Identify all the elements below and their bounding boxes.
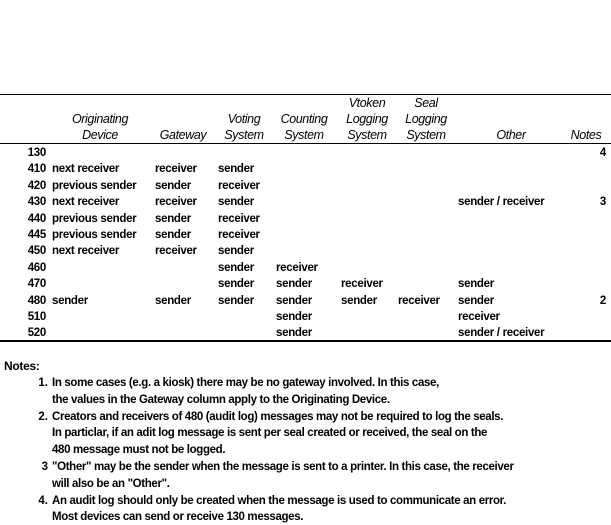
header-bottom-rule <box>0 143 611 144</box>
header-line: Seal <box>414 96 438 110</box>
table-row <box>0 211 611 227</box>
counting-system-cell: sender <box>276 294 312 307</box>
header-line: Originating <box>71 112 129 126</box>
originating-device-cell: previous sender <box>52 179 137 192</box>
gateway-cell: sender <box>155 179 191 192</box>
note-ref-cell: 4 <box>599 147 606 159</box>
header-other <box>480 127 542 143</box>
table-row <box>0 243 611 259</box>
other-cell: sender / receiver <box>458 327 545 340</box>
header-seal-logging-system <box>398 95 454 143</box>
originating-device-cell: next receiver <box>52 196 120 209</box>
message-number: 445 <box>27 229 46 241</box>
other-cell: sender <box>458 294 494 307</box>
note-line: Most devices can send or receive 130 messages. <box>52 511 304 524</box>
other-cell: sender / receiver <box>458 196 545 209</box>
table-row <box>0 194 611 210</box>
table-row <box>0 227 611 243</box>
message-number: 130 <box>27 147 46 159</box>
note-line: An audit log should only be created when the message is used to communicate an error. <box>52 494 506 507</box>
message-number: 520 <box>27 327 46 340</box>
table-row <box>0 260 611 276</box>
gateway-cell: sender <box>155 294 191 307</box>
header-line: System <box>406 128 446 142</box>
message-number: 510 <box>27 311 46 323</box>
note-marker: 3 <box>41 461 48 473</box>
gateway-cell: receiver <box>155 196 197 209</box>
voting-system-cell: receiver <box>218 179 260 192</box>
note-line: will also be an "Other". <box>52 477 170 490</box>
header-line: Device <box>82 128 118 142</box>
originating-device-cell: previous sender <box>52 212 137 225</box>
notes-title: Notes: <box>4 359 40 373</box>
note-line: In particlar, if an adit log message is sent per seal created or received, the seal on the <box>52 427 488 440</box>
header-line: Counting <box>280 112 328 126</box>
voting-system-cell: sender <box>218 245 254 258</box>
note-marker: 2. <box>38 410 48 423</box>
message-number: 410 <box>27 163 46 176</box>
note-marker: 4. <box>38 494 48 507</box>
originating-device-cell: previous sender <box>52 229 137 241</box>
note-ref-cell: 2 <box>599 294 606 307</box>
voting-system-cell: sender <box>218 294 254 307</box>
header-line: Logging <box>346 112 388 126</box>
table-row <box>0 325 611 341</box>
counting-system-cell: sender <box>276 278 312 291</box>
vtoken-logging-cell: sender <box>341 294 377 307</box>
note-ref-cell: 3 <box>599 196 606 209</box>
header-line: Other <box>496 128 526 142</box>
header-line: Logging <box>405 112 447 126</box>
note-marker: 1. <box>38 377 48 389</box>
header-line: System <box>347 128 387 142</box>
message-number: 430 <box>27 196 46 209</box>
message-number: 420 <box>27 179 46 192</box>
header-gateway <box>154 127 212 143</box>
note-line: 480 message must not be logged. <box>52 444 226 457</box>
voting-system-cell: sender <box>218 278 254 291</box>
seal-logging-cell: receiver <box>398 294 440 307</box>
table-row <box>0 276 611 292</box>
counting-system-cell: sender <box>276 311 312 323</box>
gateway-cell: sender <box>155 229 191 241</box>
table-row <box>0 178 611 194</box>
message-number: 450 <box>27 245 46 258</box>
header-voting-system <box>218 111 270 143</box>
originating-device-cell: sender <box>52 294 88 307</box>
table-row <box>0 309 611 325</box>
vtoken-logging-cell: receiver <box>341 278 383 291</box>
header-vtoken-logging-system <box>338 95 396 143</box>
header-line: System <box>224 128 264 142</box>
header-counting-system <box>274 111 334 143</box>
note-line: Creators and receivers of 480 (audit log) messages may not be required to log the seals. <box>52 410 504 423</box>
message-number: 460 <box>27 261 46 274</box>
voting-system-cell: sender <box>218 196 254 209</box>
header-line: Notes <box>570 128 602 142</box>
other-cell: receiver <box>458 311 500 323</box>
header-line: Gateway <box>159 128 207 142</box>
counting-system-cell: receiver <box>276 261 318 274</box>
originating-device-cell: next receiver <box>52 163 120 176</box>
voting-system-cell: sender <box>218 163 254 176</box>
header-originating-device <box>62 111 138 143</box>
voting-system-cell: receiver <box>218 212 260 225</box>
counting-system-cell: sender <box>276 327 312 340</box>
message-number: 440 <box>27 212 46 225</box>
note-line: the values in the Gateway column apply to the Originating Device. <box>52 393 390 406</box>
header-line: System <box>284 128 324 142</box>
header-line: Vtoken <box>348 96 386 110</box>
note-line: In some cases (e.g. a kiosk) there may be no gateway involved. In this case, <box>52 377 439 389</box>
table-bottom-rule <box>0 340 611 342</box>
gateway-cell: sender <box>155 212 191 225</box>
originating-device-cell: next receiver <box>52 245 120 258</box>
gateway-cell: receiver <box>155 163 197 176</box>
gateway-cell: receiver <box>155 245 197 258</box>
other-cell: sender <box>458 278 494 291</box>
table-row <box>0 145 611 161</box>
header-line: Voting <box>227 112 261 126</box>
table-row <box>0 161 611 177</box>
table-row <box>0 293 611 309</box>
message-number: 480 <box>27 294 46 307</box>
voting-system-cell: receiver <box>218 229 260 241</box>
table-top-rule <box>0 94 611 95</box>
header-notes <box>564 127 608 143</box>
message-number: 470 <box>27 278 46 291</box>
voting-system-cell: sender <box>218 261 254 274</box>
note-line: "Other" may be the sender when the message is sent to a printer. In this case, the receiver <box>52 461 514 473</box>
